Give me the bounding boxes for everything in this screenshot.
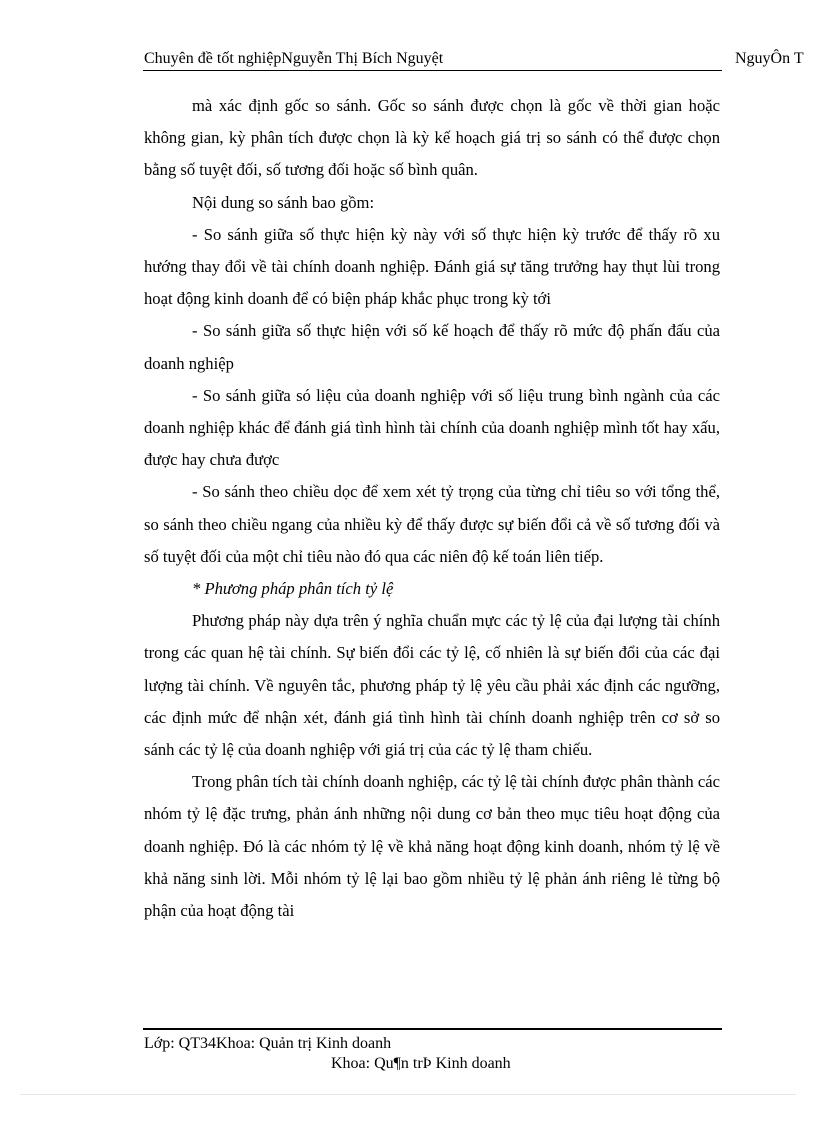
header-title: Chuyên đề tốt nghiệpNguyễn Thị Bích Nguyệt	[144, 50, 444, 67]
page-bottom-edge	[20, 1094, 796, 1095]
paragraph-bullet-plan: - So sánh giữa số thực hiện với số kế hoạch để thấy rõ mức độ phấn đấu của doanh nghiệp	[144, 321, 720, 373]
footer-class-faculty: Lớp: QT34Khoa: Quản trị Kinh doanh	[144, 1035, 392, 1052]
header-divider	[143, 70, 722, 71]
body-text	[144, 90, 720, 927]
section-heading-ratio-analysis: * Phương pháp phân tích tỷ lệ	[192, 579, 394, 599]
paragraph-bullet-vertical-horizontal: - So sánh theo chiều dọc để xem xét tỷ trọng của từng chỉ tiêu so với tổng thể, so sánh theo chiều ngang của nhiều kỳ để thấy được sự biến đổi cả về số tương đối và số tuyệt đối của một chỉ tiêu nào đó qua các niên độ kế toán liên tiếp.	[144, 482, 720, 566]
paragraph-comparison-content: Nội dung so sánh bao gồm:	[192, 192, 375, 212]
footer-faculty: Khoa: Qu¶n trÞ Kinh doanh	[331, 1055, 511, 1072]
paragraph-bullet-previous-period: - So sánh giữa số thực hiện kỳ này với số thực hiện kỳ trước để thấy rõ xu hướng thay đổi về tài chính doanh nghiệp. Đánh giá sự tăng trưởng hay thụt lùi trong hoạt động kinh doanh để có biện pháp khắc phục trong kỳ tới	[144, 224, 720, 309]
paragraph-ratio-method: Phương pháp này dựa trên ý nghĩa chuẩn mực các tỷ lệ của đại lượng tài chính trong các quan hệ tài chính. Sự biến đổi các tỷ lệ, cố nhiên là sự biến đổi của các đại lượng tài chính. Về nguyên tắc, phương pháp tỷ lệ yêu cầu phải xác định các ngưỡng, các định mức để nhận xét, đánh giá tình hình tài chính doanh nghiệp trên cơ sở so sánh các tỷ lệ của doanh nghiệp với giá trị của các tỷ lệ tham chiếu.	[144, 611, 720, 760]
paragraph-ratio-groups: Trong phân tích tài chính doanh nghiệp, các tỷ lệ tài chính được phân thành các nhóm tỷ lệ đặc trưng, phản ánh những nội dung cơ bản theo mục tiêu hoạt động của doanh nghiệp. Đó là các nhóm tỷ lệ về khả năng hoạt động kinh doanh, nhóm tỷ lệ về khả năng sinh lời. Mỗi nhóm tỷ lệ lại bao gồm nhiều tỷ lệ phản ánh riêng lẻ từng bộ phận của hoạt động tài	[144, 772, 720, 921]
paragraph-comparison-base: mà xác định gốc so sánh. Gốc so sánh được chọn là gốc về thời gian hoặc không gian, kỳ phân tích được chọn là kỳ kế hoạch giá trị so sánh có thể được chọn bằng số tuyệt đối, số tương đối hoặc số bình quân.	[144, 96, 720, 180]
header-author: NguyÔn T	[735, 50, 804, 67]
paragraph-bullet-industry: - So sánh giữa só liệu của doanh nghiệp với số liệu trung bình ngành của các doanh nghiệp khác để đánh giá tình hình tài chính của doanh nghiệp mình tốt hay xấu, được hay chưa được	[144, 385, 720, 470]
footer-divider	[143, 1028, 722, 1030]
